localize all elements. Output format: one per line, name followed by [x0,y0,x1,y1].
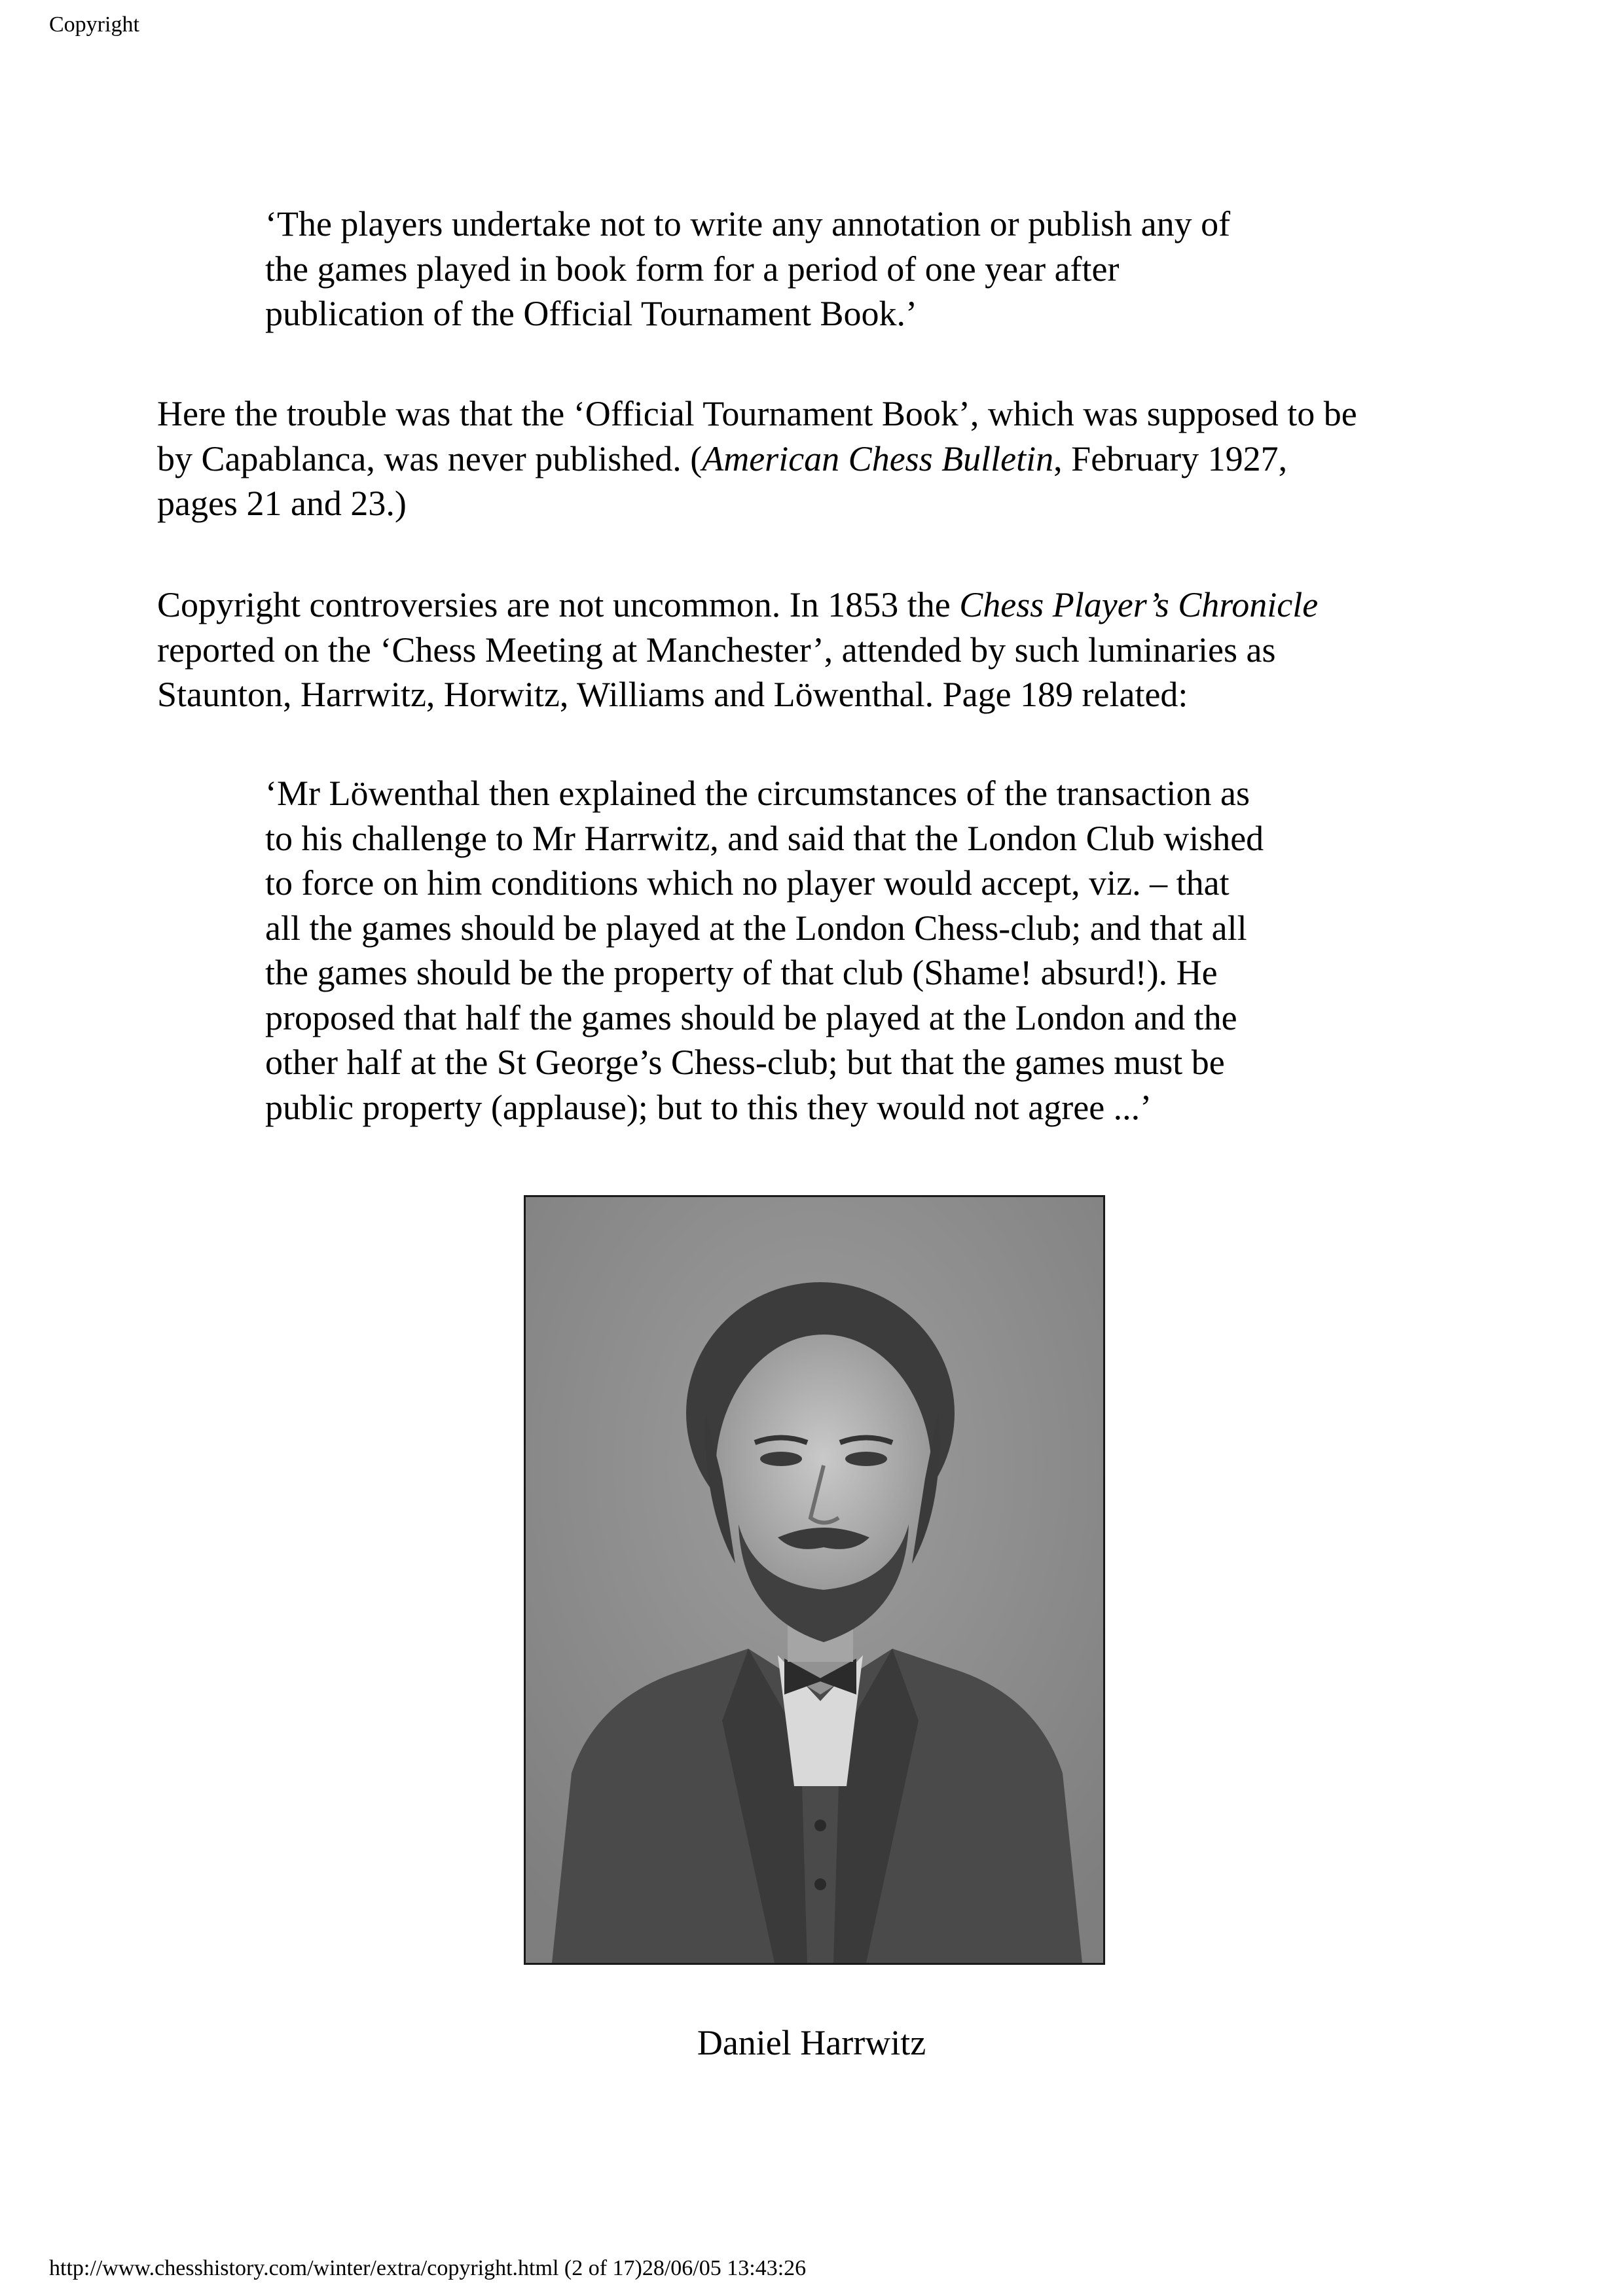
page-footer-url: http://www.chesshistory.com/winter/extra/copyright.html (2 of 17)28/06/05 13:43:26 [49,2256,807,2280]
quote-lowenthal [265,771,1264,1130]
paragraph-line: Staunton, Harrwitz, Horwitz, Williams and Löwenthal. Page 189 related: [157,675,1188,714]
left-eye [760,1452,802,1466]
portrait-illustration [526,1197,1103,1963]
publication-title: American Chess Bulletin [702,439,1054,478]
quote-tournament-rule [265,202,1230,336]
paragraph-line: pages 21 and 23.) [157,484,407,523]
text-run: by Capablanca, was never published. ( [157,439,702,478]
quote-line: public property (applause); but to this they would not agree ...’ [265,1087,1152,1127]
text-run: , February 1927, [1053,439,1288,478]
quote-line: other half at the St George’s Chess-club; but that the games must be [265,1043,1225,1082]
paragraph-copyright-controversies [157,583,1318,717]
quote-line: all the games should be played at the London Chess-club; and that all [265,908,1247,948]
quote-line: the games played in book form for a period of one year after [265,249,1120,289]
quote-line: proposed that half the games should be played at the London and the [265,997,1237,1037]
quote-line: the games should be the property of that club (Shame! absurd!). He [265,953,1218,992]
running-header: Copyright [49,12,139,37]
coat [552,1649,1082,1963]
quote-line: to force on him conditions which no player would accept, viz. – that [265,863,1230,903]
right-eye [845,1452,887,1466]
button [814,1878,826,1890]
portrait-photo [524,1195,1105,1965]
paragraph-tournament-book [157,391,1357,526]
paragraph-line: reported on the ‘Chess Meeting at Manchester’, attended by such luminaries as [157,630,1276,670]
text-run: Copyright controversies are not uncommon. In 1853 the [157,585,960,624]
quote-line: ‘Mr Löwenthal then explained the circumstances of the transaction as [265,774,1250,813]
paragraph-line [157,583,1318,628]
quote-line: publication of the Official Tournament Book.’ [265,294,917,333]
button [814,1820,826,1831]
quote-line: ‘The players undertake not to write any annotation or publish any of [265,204,1231,243]
quote-line: to his challenge to Mr Harrwitz, and said that the London Club wished [265,818,1264,858]
publication-title: Chess Player’s Chronicle [959,585,1319,624]
paragraph-line [157,437,1357,482]
figure-caption: Daniel Harrwitz [697,2023,926,2062]
paragraph-line: Here the trouble was that the ‘Official Tournament Book’, which was supposed to be [157,394,1357,433]
